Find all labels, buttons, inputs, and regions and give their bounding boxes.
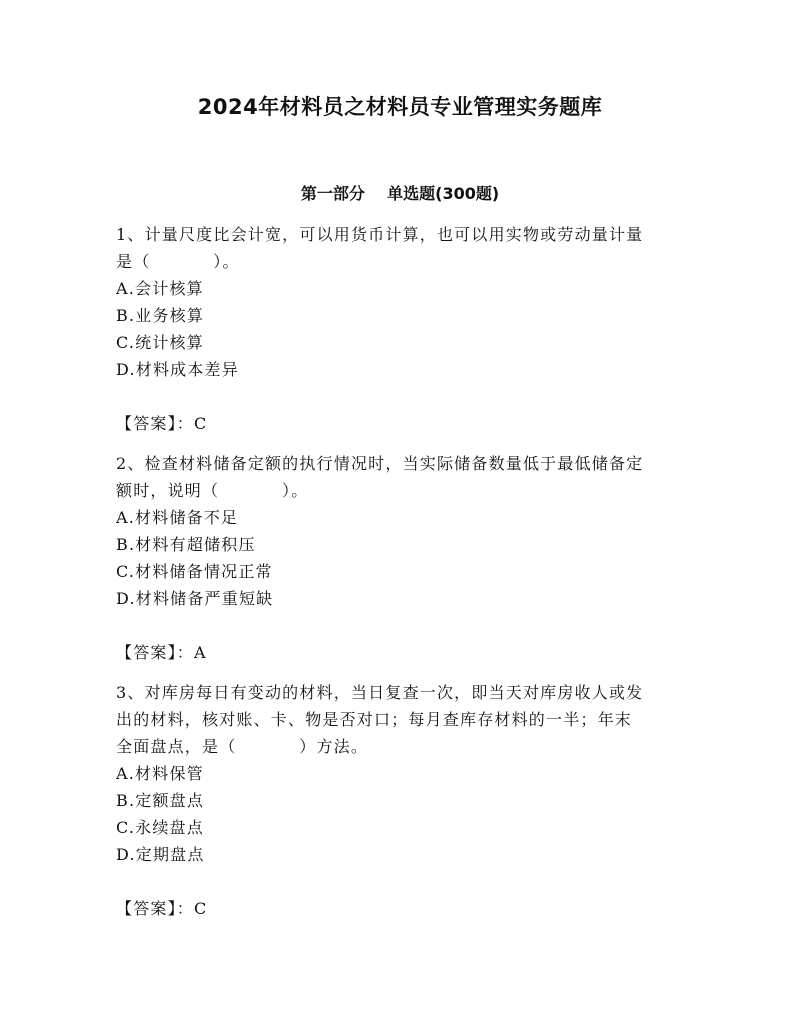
section-heading: 第一部分 单选题(300题) — [300, 184, 500, 203]
question-block — [116, 450, 691, 679]
option-b: B.业务核算 — [116, 306, 205, 325]
question-list — [116, 221, 691, 922]
option-d: D.材料成本差异 — [116, 360, 239, 379]
option-c: C.永续盘点 — [116, 818, 204, 837]
question-stem-line: 2、检查材料储备定额的执行情况时，当实际储备数量低于最低储备定 — [116, 454, 644, 473]
option-c: C.统计核算 — [116, 333, 204, 352]
option-d: D.定期盘点 — [116, 845, 205, 864]
question-block — [116, 679, 691, 922]
option-b: B.定额盘点 — [116, 791, 205, 810]
document-title: 2024年材料员之材料员专业管理实务题库 — [197, 95, 603, 119]
option-a: A.材料储备不足 — [116, 508, 239, 527]
question-stem-line: 额时，说明（ ）。 — [116, 481, 309, 500]
answer-line: 【答案】：A — [116, 643, 207, 662]
answer-line: 【答案】：C — [116, 899, 208, 918]
option-c: C.材料储备情况正常 — [116, 562, 273, 581]
question-stem-line: 3、对库房每日有变动的材料，当日复查一次，即当天对库房收人或发 — [116, 683, 644, 702]
question-stem-line: 是（ ）。 — [116, 252, 240, 271]
answer-line: 【答案】：C — [116, 414, 208, 433]
option-a: A.会计核算 — [116, 279, 204, 298]
question-stem-line: 1、计量尺度比会计宽，可以用货币计算，也可以用实物或劳动量计量 — [116, 225, 644, 244]
question-stem-line: 全面盘点，是（ ）方法。 — [116, 737, 369, 756]
question-block — [116, 221, 691, 450]
question-stem-line: 出的材料，核对账、卡、物是否对口；每月查库存材料的一半；年末 — [116, 710, 633, 729]
option-a: A.材料保管 — [116, 764, 204, 783]
option-d: D.材料储备严重短缺 — [116, 589, 274, 608]
option-b: B.材料有超储积压 — [116, 535, 256, 554]
